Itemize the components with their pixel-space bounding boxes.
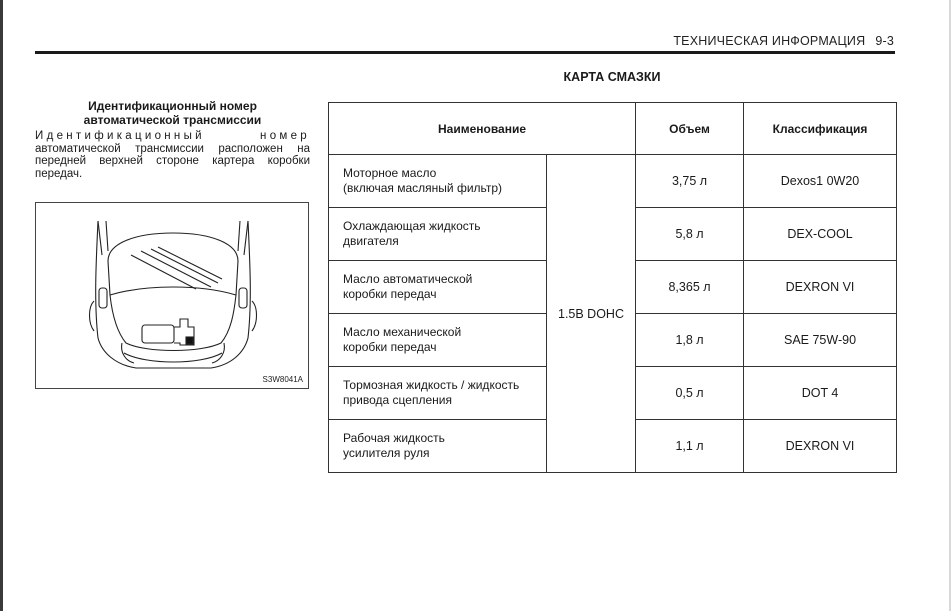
row-volume: 5,8 л [636, 208, 744, 261]
header-rule [35, 51, 895, 54]
row-class: DEXRON VI [744, 261, 897, 314]
page-left-edge [0, 0, 3, 611]
table-header-row [329, 103, 897, 155]
row-name [329, 208, 547, 261]
car-hood-transmission-diagram-icon [36, 203, 310, 390]
transmission-id-section [35, 99, 310, 180]
page-header [673, 34, 894, 48]
row-name [329, 155, 547, 208]
row-volume: 3,75 л [636, 155, 744, 208]
row-class: Dexos1 0W20 [744, 155, 897, 208]
lubrication-table [328, 102, 897, 473]
lube-map-title: КАРТА СМАЗКИ [563, 70, 661, 84]
row-name-line2: усилителя руля [343, 446, 430, 460]
row-volume: 8,365 л [636, 261, 744, 314]
heading-line-2: автоматической трансмиссии [83, 113, 262, 127]
row-name-line1: Моторное масло [343, 166, 437, 180]
row-name [329, 420, 547, 473]
figure-code: S3W8041A [262, 375, 303, 384]
row-name-line2: привода сцепления [343, 393, 452, 407]
car-hood-figure [35, 202, 309, 389]
col-header-name: Наименование [329, 103, 636, 155]
engine-cell: 1.5В DOHC [547, 155, 636, 473]
row-class: DOT 4 [744, 367, 897, 420]
transmission-id-text-rest: автоматической трансмиссии расположен на передней верхней стороне картера коробки передач. [35, 142, 310, 180]
row-name [329, 314, 547, 367]
row-name-line2: двигателя [343, 234, 399, 248]
col-header-volume: Объем [636, 103, 744, 155]
row-name-line1: Рабочая жидкость [343, 431, 445, 445]
row-name [329, 261, 547, 314]
table-row [329, 155, 897, 208]
row-class: SAE 75W-90 [744, 314, 897, 367]
row-class: DEXRON VI [744, 420, 897, 473]
row-name-line2: коробки передач [343, 287, 437, 301]
row-volume: 1,8 л [636, 314, 744, 367]
page-number: 9-3 [875, 34, 894, 48]
row-name-line1: Масло механической [343, 325, 462, 339]
col-header-class: Классификация [744, 103, 897, 155]
transmission-id-heading [35, 99, 310, 127]
row-volume: 0,5 л [636, 367, 744, 420]
row-volume: 1,1 л [636, 420, 744, 473]
transmission-id-text-spaced: Идентификационный номер [35, 130, 310, 142]
heading-line-1: Идентификационный номер [88, 99, 257, 113]
row-name-line1: Охлаждающая жидкость [343, 219, 481, 233]
row-class: DEX-COOL [744, 208, 897, 261]
row-name-line2: (включая масляный фильтр) [343, 181, 503, 195]
row-name-line1: Масло автоматической [343, 272, 473, 286]
header-section: ТЕХНИЧЕСКАЯ ИНФОРМАЦИЯ [673, 34, 866, 48]
row-name-line1: Тормозная жидкость / жидкость [343, 378, 520, 392]
row-name [329, 367, 547, 420]
transmission-id-text [35, 130, 310, 180]
row-name-line2: коробки передач [343, 340, 437, 354]
